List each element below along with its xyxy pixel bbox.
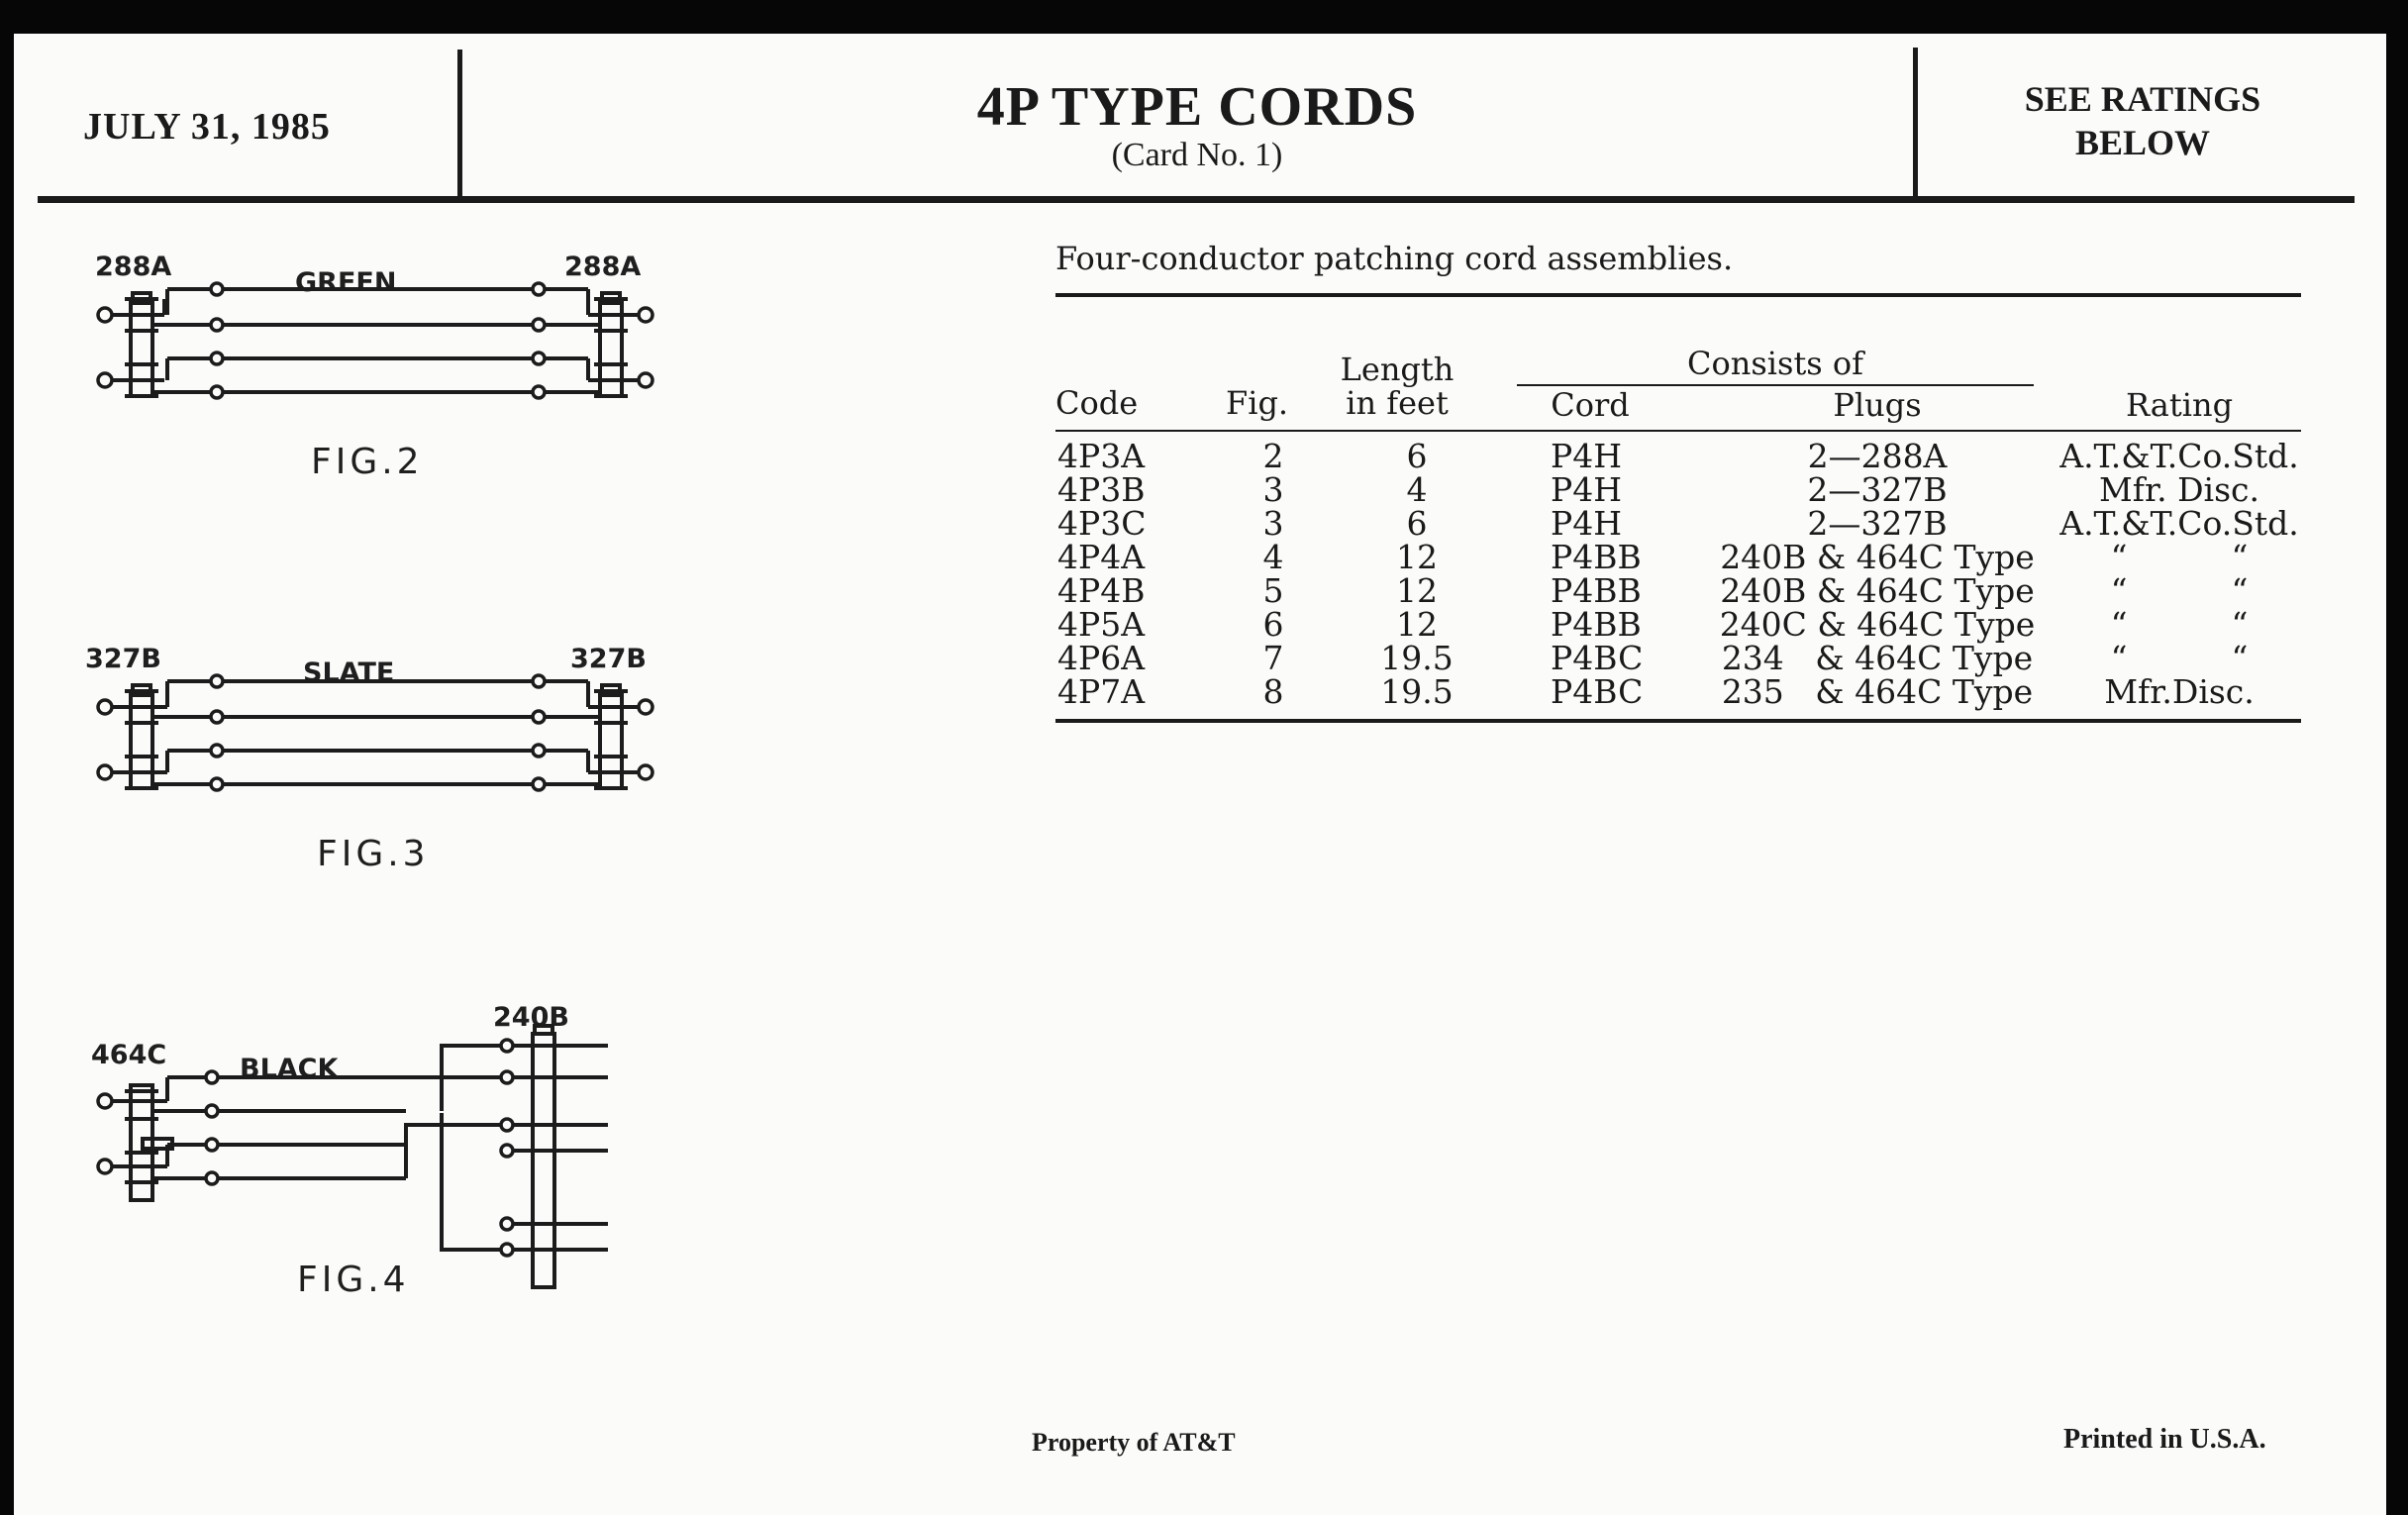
col-header-rating: Rating	[2125, 386, 2234, 424]
table-row	[1055, 605, 2301, 644]
table-row	[1055, 470, 2301, 509]
col-header-code: Code	[1055, 384, 1139, 422]
cell-code: 4P7A	[1057, 672, 1146, 711]
cell-length: 12	[1396, 538, 1438, 576]
table-row	[1055, 639, 2301, 677]
fig2-left-plug-label: 288A	[95, 252, 172, 282]
cell-length: 12	[1396, 571, 1438, 610]
fig4-left-plug-label: 464C	[91, 1040, 167, 1070]
fig4-label: FIG.4	[297, 1260, 410, 1300]
cell-cord: P4BB	[1551, 538, 1642, 576]
cell-cord: P4BC	[1551, 639, 1644, 677]
cell-length: 19.5	[1380, 639, 1454, 677]
cell-fig: 5	[1262, 571, 1284, 610]
table-row	[1055, 504, 2301, 543]
cell-rating: “ “	[2110, 571, 2249, 610]
table-row	[1055, 437, 2301, 475]
cell-plugs: 234 & 464C Type	[1721, 639, 2034, 677]
fig3-right-plug-label: 327B	[570, 644, 647, 674]
cell-cord: P4BB	[1551, 605, 1642, 644]
footer-property: Property of AT&T	[1032, 1428, 1236, 1457]
cell-fig: 3	[1262, 504, 1284, 543]
cell-length: 6	[1406, 504, 1428, 543]
cell-rating: A.T.&T.Co.Std.	[2059, 504, 2299, 543]
rating-note-line2: BELOW	[2074, 123, 2211, 162]
header-bottom-rule	[1055, 430, 2301, 432]
cell-code: 4P6A	[1057, 639, 1146, 677]
fig2-cord-color-label: GREEN	[295, 267, 397, 298]
cell-cord: P4H	[1551, 470, 1622, 509]
rating-note	[1935, 77, 2351, 164]
cell-plugs: 240B & 464C Type	[1720, 538, 2035, 576]
fig4-cord-color-label: BLACK	[240, 1054, 339, 1084]
cell-rating: Mfr. Disc.	[2098, 470, 2260, 509]
cell-fig: 4	[1262, 538, 1284, 576]
col-header-fig: Fig.	[1226, 384, 1289, 422]
cell-length: 12	[1396, 605, 1438, 644]
fig3-cord-color-label: SLATE	[303, 657, 395, 688]
fig4-right-plug-label: 240B	[493, 1002, 569, 1033]
card-date: JULY 31, 1985	[83, 106, 331, 148]
col-header-plugs: Plugs	[1833, 386, 1922, 424]
footer-printed: Printed in U.S.A.	[2063, 1424, 2266, 1455]
fig2-wiring-diagram	[73, 281, 677, 420]
cell-fig: 7	[1262, 639, 1284, 677]
table-intro: Four-conductor patching cord assemblies.	[1055, 240, 1734, 277]
cell-length: 4	[1406, 470, 1428, 509]
cell-fig: 3	[1262, 470, 1284, 509]
card-subtitle: (Card No. 1)	[1111, 137, 1283, 173]
fig3-label: FIG.3	[317, 834, 430, 874]
table-row	[1055, 672, 2301, 711]
col-header-length-line2: in feet	[1346, 384, 1449, 422]
cell-plugs: 2—327B	[1807, 470, 1948, 509]
table-row	[1055, 571, 2301, 610]
cell-code: 4P4A	[1057, 538, 1146, 576]
cell-rating: “ “	[2110, 639, 2249, 677]
col-header-cord: Cord	[1551, 386, 1630, 424]
cell-rating: “ “	[2110, 605, 2249, 644]
cell-plugs: 240B & 464C Type	[1720, 571, 2035, 610]
cell-plugs: 240C & 464C Type	[1719, 605, 2036, 644]
cell-rating: A.T.&T.Co.Std.	[2059, 437, 2299, 475]
table-body	[1055, 437, 2301, 717]
cell-fig: 8	[1262, 672, 1284, 711]
table-top-rule	[1055, 293, 2301, 297]
cell-plugs: 2—327B	[1807, 504, 1948, 543]
header-divider-right	[1913, 48, 1918, 198]
fig2-right-plug-label: 288A	[564, 252, 642, 282]
cell-rating: Mfr.Disc.	[2104, 672, 2255, 711]
cell-code: 4P3A	[1057, 437, 1146, 475]
cord-card	[14, 34, 2386, 1515]
cell-plugs: 2—288A	[1807, 437, 1948, 475]
header-rule	[38, 196, 2355, 203]
fig3-wiring-diagram	[73, 673, 677, 812]
card-title: 4P TYPE CORDS	[976, 76, 1418, 138]
cell-code: 4P5A	[1057, 605, 1146, 644]
cell-cord: P4H	[1551, 504, 1622, 543]
cell-rating: “ “	[2110, 538, 2249, 576]
cell-cord: P4BB	[1551, 571, 1642, 610]
cell-plugs: 235 & 464C Type	[1721, 672, 2034, 711]
table-bottom-rule	[1055, 719, 2301, 723]
cell-code: 4P4B	[1057, 571, 1146, 610]
cell-cord: P4H	[1551, 437, 1622, 475]
col-header-length-line1: Length	[1340, 351, 1455, 388]
rating-note-line1: SEE RATINGS	[2024, 79, 2261, 119]
cell-fig: 6	[1262, 605, 1284, 644]
cell-code: 4P3C	[1057, 504, 1147, 543]
fig3-left-plug-label: 327B	[85, 644, 161, 674]
cell-cord: P4BC	[1551, 672, 1644, 711]
cell-fig: 2	[1262, 437, 1284, 475]
fig2-label: FIG.2	[311, 442, 424, 482]
table-row	[1055, 538, 2301, 576]
cell-code: 4P3B	[1057, 470, 1146, 509]
cell-length: 6	[1406, 437, 1428, 475]
col-header-consists-of: Consists of	[1687, 345, 1863, 382]
cell-length: 19.5	[1380, 672, 1454, 711]
